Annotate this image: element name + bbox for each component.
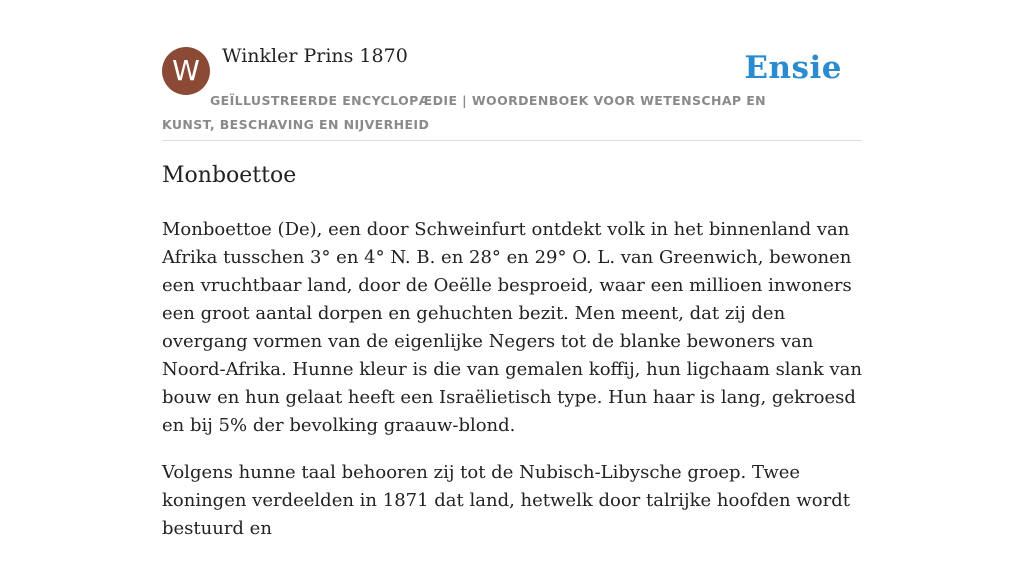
source-subtitle: GEÏLLUSTREERDE ENCYCLOPÆDIE | WOORDENBOEK VOOR WETENSCHAP EN KUNST, BESCHAVING EN NIJVERHEID: [162, 93, 767, 132]
source-avatar[interactable]: W: [162, 47, 210, 95]
article-body: [162, 216, 862, 562]
source-title-link[interactable]: Winkler Prins 1870: [222, 45, 408, 67]
page: [162, 0, 863, 539]
article-paragraph: Volgens hunne taal behooren zij tot de Nubisch-Libysche groep. Twee koningen verdeelden in 1871 dat land, hetwelk door talrijke hoofden wordt bestuurd en: [162, 462, 850, 539]
article-title: Monboettoe: [162, 163, 297, 188]
article-paragraph: Monboettoe (De), een door Schweinfurt ontdekt volk in het binnenland van Afrika tusschen 3° en 4° N. B. en 28° en 29° O. L. van Greenwich, bewonen een vruchtbaar land, door de Oeëlle besproeid, waar een millioen inwoners een groot aantal dorpen en gehuchten bezit. Men meent, dat zij den overgang vormen van de eigenlijke Negers tot de blanke bewoners van Noord-Afrika. Hunne kleur is die van gemalen koffij, hun ligchaam slank van bouw en hun gelaat heeft een Israëlietisch type. Hun haar is lang, gekroesd en bij 5% der bevolking graauw-blond.: [162, 219, 863, 436]
header: [162, 0, 862, 141]
ensie-logo[interactable]: Ensie: [744, 50, 842, 86]
